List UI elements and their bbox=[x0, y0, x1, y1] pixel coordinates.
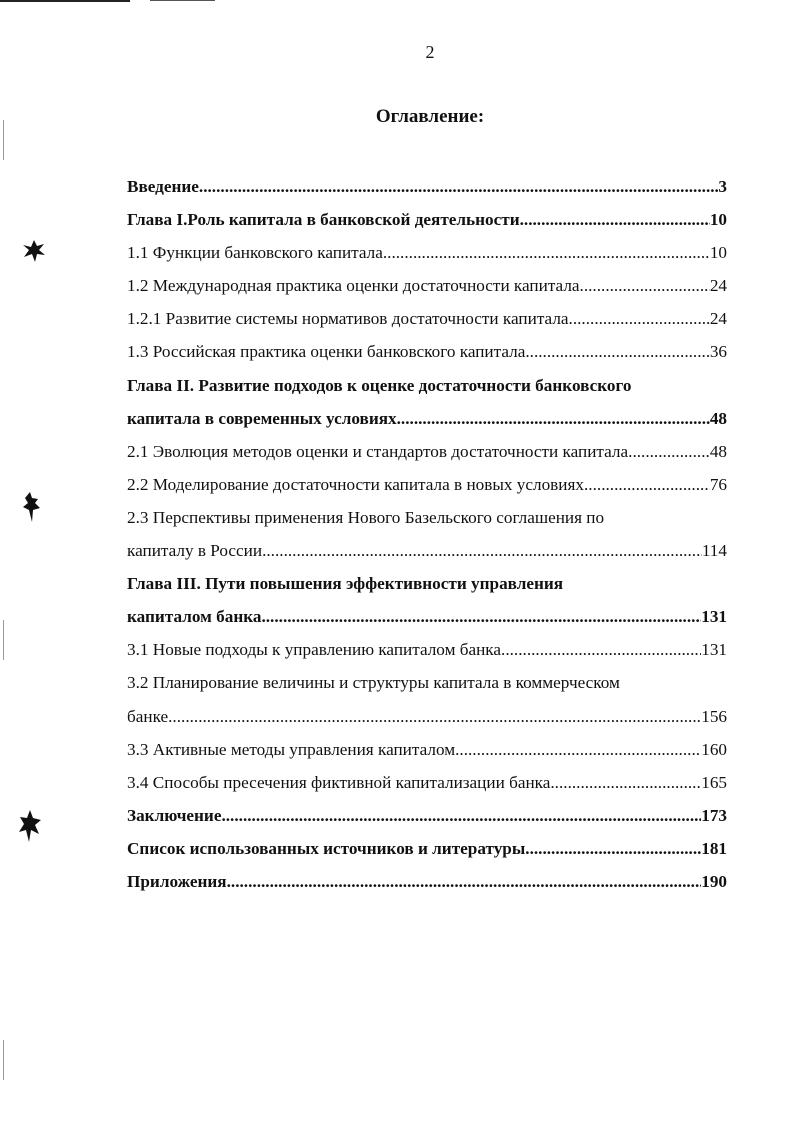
toc-dot-leader bbox=[221, 799, 701, 832]
toc-entry bbox=[127, 302, 727, 335]
toc-entry bbox=[127, 335, 727, 368]
toc-entry-title: Введение bbox=[127, 177, 199, 196]
toc-entry-title: 2.2 Моделирование достаточности капитала в новых условиях bbox=[127, 474, 584, 494]
toc-entry bbox=[127, 203, 727, 236]
toc-dot-leader bbox=[550, 766, 701, 799]
toc-entry-page: 24 bbox=[709, 309, 727, 329]
toc-entry bbox=[127, 567, 727, 600]
page-number: 2 bbox=[425, 42, 435, 62]
toc-entry-title: 1.1 Функции банковского капитала bbox=[127, 243, 383, 263]
toc-entry bbox=[127, 501, 727, 534]
toc-entry bbox=[127, 468, 727, 501]
toc-dot-leader bbox=[261, 600, 701, 633]
toc-entry bbox=[127, 269, 727, 302]
toc-entry-page: 160 bbox=[701, 739, 727, 759]
toc-entry bbox=[127, 600, 727, 633]
toc-entry bbox=[127, 766, 727, 799]
toc-entry-page: 3 bbox=[718, 177, 727, 196]
toc-dot-leader bbox=[520, 203, 710, 236]
toc-dot-leader bbox=[501, 633, 701, 666]
toc-entry-title: 2.1 Эволюция методов оценки и стандартов достаточности капитала bbox=[127, 441, 629, 461]
toc-dot-leader bbox=[262, 534, 702, 567]
toc-dot-leader bbox=[584, 468, 710, 501]
toc-entry bbox=[127, 666, 727, 699]
toc-entry-title: Глава II. Развитие подходов к оценке достаточности банковского bbox=[127, 375, 632, 395]
toc-dot-leader bbox=[383, 236, 710, 269]
toc-dot-leader bbox=[525, 832, 701, 865]
toc-entry bbox=[127, 369, 727, 402]
toc-entry bbox=[127, 865, 727, 898]
toc-entry-title: капиталом банка bbox=[127, 607, 262, 627]
toc-dot-leader bbox=[580, 269, 710, 302]
toc-entry-page: 76 bbox=[709, 474, 727, 494]
toc-entry-page: 48 bbox=[709, 441, 727, 461]
toc-dot-leader bbox=[628, 435, 710, 468]
toc-dot-leader bbox=[199, 170, 719, 203]
ink-blot-icon bbox=[20, 490, 44, 524]
scan-top-rule-short bbox=[150, 0, 215, 1]
toc-entry-page: 173 bbox=[701, 805, 727, 825]
toc-entry bbox=[127, 733, 727, 766]
toc-entry bbox=[127, 435, 727, 468]
toc-entry-page: 36 bbox=[709, 342, 727, 362]
toc-dot-leader bbox=[569, 302, 710, 335]
toc-entry bbox=[127, 633, 727, 666]
toc-entry-title: 3.1 Новые подходы к управлению капиталом банка bbox=[127, 640, 502, 660]
toc-dot-leader bbox=[455, 733, 701, 766]
toc-dot-leader bbox=[227, 865, 702, 898]
toc-entry-page: 114 bbox=[701, 541, 727, 561]
scan-edge-mark bbox=[3, 1040, 4, 1080]
toc-entry bbox=[127, 799, 727, 832]
toc-entry-title: Приложения bbox=[127, 871, 227, 891]
toc-entry-page: 165 bbox=[701, 772, 727, 792]
toc-entry-title: капиталу в России bbox=[127, 541, 263, 561]
toc-entry bbox=[127, 700, 727, 733]
scan-top-rule bbox=[0, 0, 130, 2]
toc-entry bbox=[127, 402, 727, 435]
toc-entry-title: 1.2.1 Развитие системы нормативов достаточности капитала bbox=[127, 309, 569, 329]
toc-entry-title: капитала в современных условиях bbox=[127, 408, 397, 428]
toc-entry-page: 48 bbox=[709, 408, 727, 428]
table-of-contents bbox=[127, 170, 727, 898]
toc-entry-title: 1.3 Российская практика оценки банковского капитала bbox=[127, 342, 526, 362]
ink-blot-icon bbox=[22, 238, 46, 264]
toc-entry-page: 181 bbox=[701, 838, 727, 858]
toc-entry-title: Глава III. Пути повышения эффективности управления bbox=[127, 574, 564, 594]
toc-entry-page: 24 bbox=[709, 276, 727, 296]
toc-entry-title: 2.3 Перспективы применения Нового Базельского соглашения по bbox=[127, 507, 605, 527]
toc-entry-page: 10 bbox=[709, 243, 727, 263]
toc-entry-title: 3.2 Планирование величины и структуры капитала в коммерческом bbox=[127, 673, 620, 693]
toc-dot-leader bbox=[525, 335, 709, 368]
toc-entry bbox=[127, 170, 727, 203]
toc-entry-title: банке bbox=[127, 706, 169, 726]
toc-entry-page: 131 bbox=[701, 607, 727, 627]
toc-entry-title: Глава I.Роль капитала в банковской деятельности bbox=[127, 210, 520, 230]
toc-entry-page: 190 bbox=[701, 871, 727, 891]
toc-entry-page: 131 bbox=[701, 640, 727, 660]
toc-entry bbox=[127, 832, 727, 865]
toc-dot-leader bbox=[397, 402, 710, 435]
toc-entry-page: 10 bbox=[709, 210, 727, 230]
page-title: Оглавление: bbox=[375, 106, 485, 127]
toc-entry-page: 156 bbox=[701, 706, 727, 726]
toc-entry bbox=[127, 534, 727, 567]
toc-dot-leader bbox=[168, 700, 701, 733]
toc-entry-title: Заключение bbox=[127, 805, 222, 825]
toc-entry bbox=[127, 236, 727, 269]
scan-edge-mark bbox=[3, 620, 4, 660]
toc-entry-title: 3.3 Активные методы управления капиталом bbox=[127, 739, 456, 759]
toc-entry-title: Список использованных источников и литературы bbox=[127, 838, 526, 858]
toc-entry-title: 1.2 Международная практика оценки достаточности капитала bbox=[127, 276, 580, 296]
toc-entry-title: 3.4 Способы пресечения фиктивной капитализации банка bbox=[127, 772, 551, 792]
ink-blot-icon bbox=[17, 808, 43, 844]
